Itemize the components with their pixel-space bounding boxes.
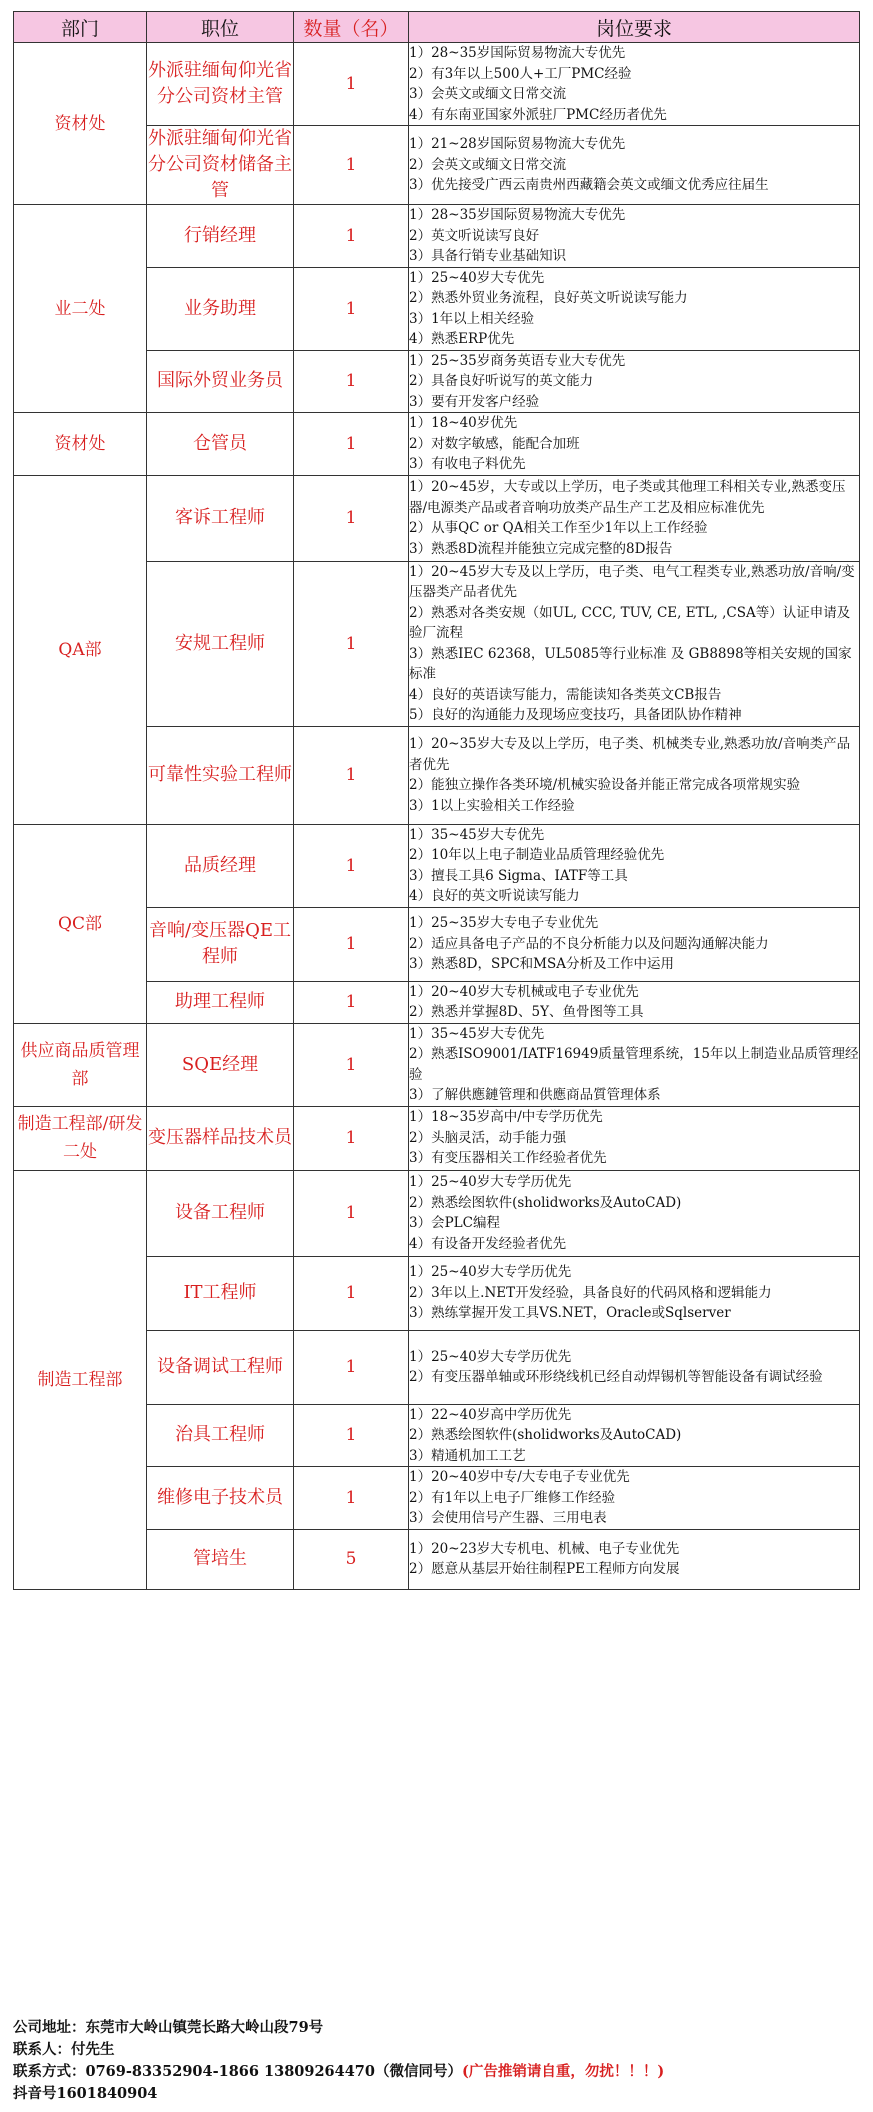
requirement-item: 3）要有开发客户经验 (409, 393, 540, 410)
headcount: 1 (294, 413, 409, 476)
requirement-item: 3）擅長工具6 Sigma、IATF等工具 (409, 867, 628, 884)
requirements-cell (409, 824, 860, 907)
position-title: 品质经理 (147, 824, 294, 907)
position-title: 治具工程师 (147, 1404, 294, 1467)
requirement-item: 4）熟悉ERP优先 (409, 331, 515, 347)
requirement-item: 2）熟悉ISO9001/IATF16949质量管理系统，15年以上制造业品质管理经验 (409, 1046, 859, 1083)
requirement-item: 2）3年以上.NET开发经验，具备良好的代码风格和逻辑能力 (409, 1284, 772, 1301)
requirements-cell (409, 1404, 860, 1467)
requirement-item: 2）对数字敏感，能配合加班 (409, 435, 580, 452)
requirement-item: 3）熟练掌握开发工具VS.NET，Oracle或Sqlserver (409, 1305, 731, 1322)
company-contact-footer (13, 2017, 859, 2105)
job-row (14, 205, 860, 268)
requirement-item: 3）熟悉IEC 62368，UL5085等行业标准 及 GB8898等相关安规的国家标准 (409, 645, 852, 682)
position-title: 国际外贸业务员 (147, 350, 294, 413)
position-title: 业务助理 (147, 267, 294, 350)
headcount: 1 (294, 1106, 409, 1170)
requirement-item: 4）良好的英语读写能力，需能读知各类英文CB报告 (409, 686, 722, 703)
header-qty: 数量（名） (294, 12, 409, 43)
headcount: 1 (294, 43, 409, 126)
requirement-item: 2）具备良好听说写的英文能力 (409, 373, 594, 389)
requirement-item: 2）有1年以上电子厂维修工作经验 (409, 1489, 616, 1506)
position-title: 维修电子技术员 (147, 1467, 294, 1530)
requirement-item: 2）适应具备电子产品的不良分析能力以及问题沟通解决能力 (409, 935, 769, 952)
requirements-cell (409, 475, 860, 561)
department-cell: 供应商品质管理部 (14, 1023, 147, 1106)
position-title: 安规工程师 (147, 561, 294, 726)
job-row (14, 475, 860, 561)
position-title: 音响/变压器QE工程师 (147, 907, 294, 981)
requirement-item: 3）会PLC编程 (409, 1215, 500, 1231)
contact-phone-line (13, 2061, 859, 2083)
department-cell: 制造工程部/研发二处 (14, 1106, 147, 1170)
headcount: 1 (294, 1170, 409, 1256)
requirement-item: 2）从事QC or QA相关工作至少1年以上工作经验 (409, 520, 708, 536)
headcount: 1 (294, 475, 409, 561)
requirements-cell (409, 43, 860, 126)
requirements-cell (409, 126, 860, 205)
douyin-account: 抖音号1601840904 (13, 2085, 158, 2102)
department-cell: 资材处 (14, 413, 147, 476)
requirement-item: 3）1以上实验相关工作经验 (409, 797, 575, 814)
headcount: 1 (294, 907, 409, 981)
requirements-cell (409, 1467, 860, 1530)
requirement-item: 5）良好的沟通能力及现场应变技巧，具备团队协作精神 (409, 707, 742, 723)
requirement-item: 2）会英文或缅文日常交流 (409, 156, 567, 173)
requirements-cell (409, 1106, 860, 1170)
headcount: 1 (294, 726, 409, 824)
requirement-item: 1）20~45岁大专及以上学历，电子类、电气工程类专业,熟悉功放/音响/变压器类产品者优先 (409, 563, 855, 600)
department-cell: 业二处 (14, 205, 147, 413)
position-title: 外派驻缅甸仰光省分公司资材主管 (147, 43, 294, 126)
job-row (14, 1023, 860, 1106)
headcount: 1 (294, 267, 409, 350)
requirement-item: 1）18~40岁优先 (409, 415, 518, 431)
requirements-cell (409, 561, 860, 726)
requirement-item: 1）20~23岁大专机电、机械、电子专业优先 (409, 1540, 680, 1557)
requirement-item: 4）有东南亚国家外派驻厂PMC经历者优先 (409, 106, 667, 123)
requirements-cell (409, 1256, 860, 1330)
requirement-item: 3）优先接受广西云南贵州西藏籍会英文或缅文优秀应往届生 (409, 177, 769, 194)
department-cell: QC部 (14, 824, 147, 1023)
header-dept: 部门 (14, 12, 147, 43)
requirement-item: 2）熟悉外贸业务流程，良好英文听说读写能力 (409, 290, 688, 306)
requirement-item: 1）28~35岁国际贸易物流大专优先 (409, 45, 626, 61)
requirements-cell (409, 1170, 860, 1256)
headcount: 1 (294, 350, 409, 413)
position-title: 设备调试工程师 (147, 1330, 294, 1404)
requirement-item: 1）25~40岁大专优先 (409, 269, 545, 286)
header-requirements: 岗位要求 (409, 12, 860, 43)
requirements-cell (409, 205, 860, 268)
position-title: 设备工程师 (147, 1170, 294, 1256)
requirements-cell (409, 413, 860, 476)
job-listing-table (13, 11, 860, 1590)
requirement-item: 4）有设备开发经验者优先 (409, 1235, 567, 1252)
position-title: 助理工程师 (147, 981, 294, 1023)
requirement-item: 1）25~40岁大专学历优先 (409, 1348, 572, 1365)
requirement-item: 2）头脑灵活，动手能力强 (409, 1129, 567, 1146)
table-header-row (14, 12, 860, 43)
requirement-item: 4）良好的英文听说读写能力 (409, 888, 580, 904)
requirements-cell (409, 1023, 860, 1106)
headcount: 1 (294, 824, 409, 907)
position-title: 可靠性实验工程师 (147, 726, 294, 824)
requirements-cell (409, 726, 860, 824)
position-title: 客诉工程师 (147, 475, 294, 561)
requirement-item: 1）20~35岁大专及以上学历，电子类、机械类专业,熟悉功放/音响类产品者优先 (409, 736, 851, 773)
requirement-item: 2）10年以上电子制造业品质管理经验优先 (409, 847, 665, 863)
job-row (14, 413, 860, 476)
requirement-item: 2）有变压器单轴或环形绕线机已经自动焊锡机等智能设备有调试经验 (409, 1369, 823, 1385)
requirement-item: 3）熟悉8D，SPC和MSA分析及工作中运用 (409, 956, 674, 973)
requirement-item: 1）20~40岁大专机械或电子专业优先 (409, 983, 639, 1000)
requirements-cell (409, 907, 860, 981)
job-row (14, 1106, 860, 1170)
requirements-cell (409, 981, 860, 1023)
position-title: 行销经理 (147, 205, 294, 268)
headcount: 1 (294, 1330, 409, 1404)
requirement-item: 1）20~45岁，大专或以上学历，电子类或其他理工科相关专业,熟悉变压器/电源类产品或者音响功放类产品生产工艺及相应标准优先 (409, 479, 846, 516)
requirement-item: 1）18~35岁高中/中专学历优先 (409, 1109, 603, 1126)
requirement-item: 3）1年以上相关经验 (409, 310, 535, 327)
requirement-item: 2）熟悉对各类安规（如UL, CCC, TUV, CE, ETL, ,CSA等）认证申请及验厂流程 (409, 604, 851, 641)
requirement-item: 1）25~40岁大专学历优先 (409, 1264, 572, 1281)
job-row (14, 43, 860, 126)
requirement-item: 1）21~28岁国际贸易物流大专优先 (409, 136, 626, 153)
requirements-cell (409, 267, 860, 350)
company-address: 公司地址：东莞市大岭山镇莞长路大岭山段79号 (13, 2019, 324, 2036)
requirement-item: 2）熟悉绘图软件(sholidworks及AutoCAD) (409, 1194, 682, 1211)
department-cell: QA部 (14, 475, 147, 824)
requirement-item: 1）35~45岁大专优先 (409, 826, 545, 843)
requirement-item: 3）精通机加工工艺 (409, 1447, 526, 1464)
headcount: 1 (294, 1256, 409, 1330)
headcount: 1 (294, 126, 409, 205)
requirement-item: 3）会使用信号产生器、三用电表 (409, 1510, 607, 1526)
requirements-cell (409, 1529, 860, 1589)
requirement-item: 2）有3年以上500人+工厂PMC经验 (409, 65, 632, 82)
no-advertising-warning: (广告推销请自重，勿扰！！！) (462, 2063, 665, 2080)
position-title: 仓管员 (147, 413, 294, 476)
requirement-item: 3）有变压器相关工作经验者优先 (409, 1150, 607, 1167)
requirement-item: 2）英文听说读写良好 (409, 227, 540, 244)
position-title: IT工程师 (147, 1256, 294, 1330)
requirement-item: 3）有收电子料优先 (409, 456, 526, 472)
contact-person: 联系人：付先生 (13, 2041, 115, 2058)
requirement-item: 1）25~35岁商务英语专业大专优先 (409, 352, 626, 369)
job-row (14, 1170, 860, 1256)
headcount: 1 (294, 1023, 409, 1106)
contact-phone: 联系方式：0769-83352904-1866 13809264470（微信同号） (13, 2063, 462, 2080)
header-position: 职位 (147, 12, 294, 43)
department-cell: 资材处 (14, 43, 147, 205)
requirement-item: 2）熟悉绘图软件(sholidworks及AutoCAD) (409, 1427, 682, 1443)
requirements-cell (409, 350, 860, 413)
headcount: 1 (294, 1404, 409, 1467)
requirement-item: 1）35~45岁大专优先 (409, 1025, 545, 1042)
requirement-item: 3）具备行销专业基础知识 (409, 248, 567, 264)
headcount: 1 (294, 205, 409, 268)
job-table-body (14, 43, 860, 1590)
department-cell: 制造工程部 (14, 1170, 147, 1589)
requirement-item: 1）22~40岁高中学历优先 (409, 1406, 572, 1423)
requirement-item: 2）能独立操作各类环境/机械实验设备并能正常完成各项常规实验 (409, 777, 801, 793)
position-title: 变压器样品技术员 (147, 1106, 294, 1170)
position-title: 外派驻缅甸仰光省分公司资材储备主管 (147, 126, 294, 205)
requirement-item: 3）了解供應鏈管理和供應商品質管理体系 (409, 1087, 661, 1103)
requirement-item: 1）20~40岁中专/大专电子专业优先 (409, 1469, 630, 1485)
requirement-item: 1）25~40岁大专学历优先 (409, 1174, 572, 1190)
requirement-item: 2）愿意从基层开始往制程PE工程师方向发展 (409, 1561, 680, 1577)
position-title: 管培生 (147, 1529, 294, 1589)
headcount: 1 (294, 981, 409, 1023)
requirement-item: 2）熟悉并掌握8D、5Y、鱼骨图等工具 (409, 1004, 644, 1020)
job-row (14, 824, 860, 907)
requirement-item: 1）28~35岁国际贸易物流大专优先 (409, 207, 626, 223)
headcount: 1 (294, 561, 409, 726)
requirement-item: 3）会英文或缅文日常交流 (409, 86, 567, 102)
requirement-item: 1）25~35岁大专电子专业优先 (409, 915, 599, 932)
position-title: SQE经理 (147, 1023, 294, 1106)
requirements-cell (409, 1330, 860, 1404)
headcount: 5 (294, 1529, 409, 1589)
headcount: 1 (294, 1467, 409, 1530)
requirement-item: 3）熟悉8D流程并能独立完成完整的8D报告 (409, 540, 673, 557)
